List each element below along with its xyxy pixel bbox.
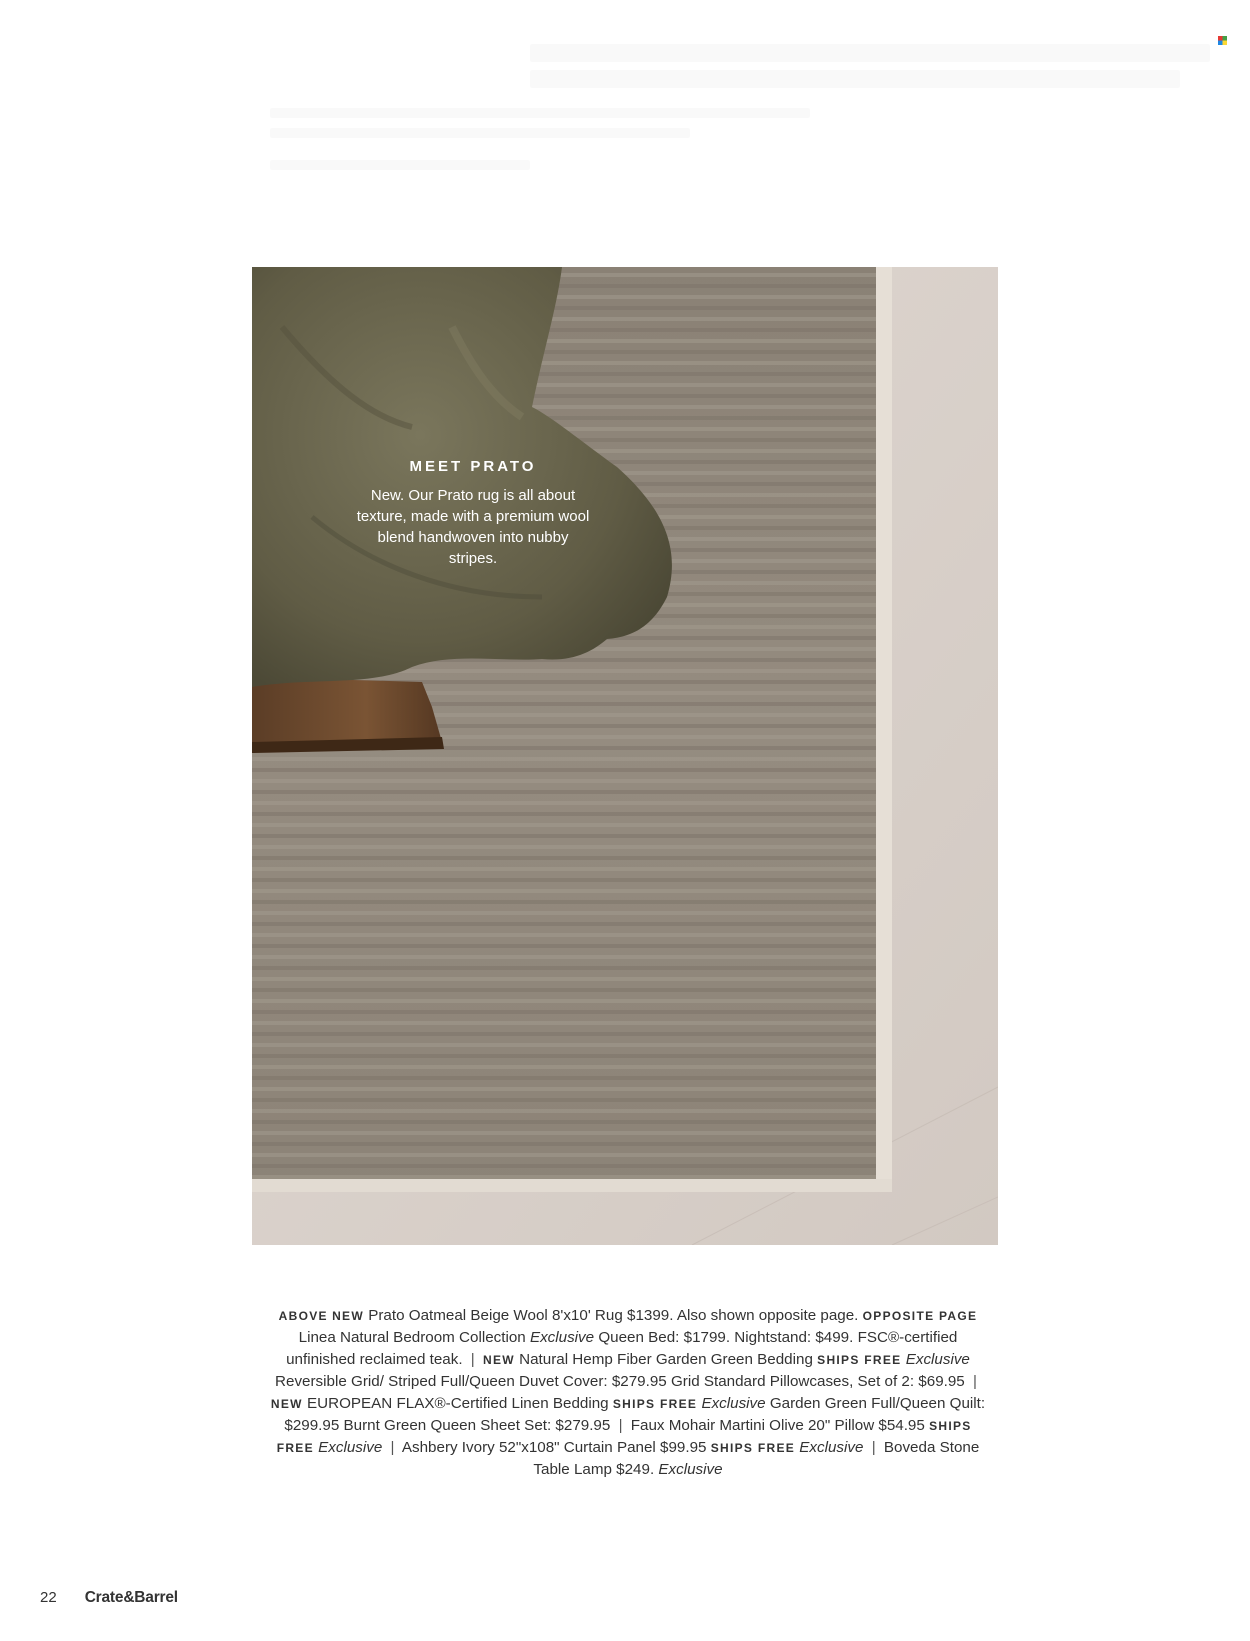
rug-weave-stripe <box>252 955 876 959</box>
rug-weave-stripe <box>252 1098 876 1102</box>
rug-weave-stripe <box>252 977 876 981</box>
flax-detail: Garden Green Full/Queen Quilt: $299.95 Burnt Green Queen Sheet Set: $279.95 <box>284 1395 986 1434</box>
opposite-label: OPPOSITE PAGE <box>862 1309 978 1323</box>
rug-weave-stripe <box>252 1120 876 1124</box>
separator: | <box>470 1351 475 1368</box>
rug-weave-stripe <box>252 1164 876 1168</box>
rug-weave-stripe <box>252 1109 876 1113</box>
rug-weave-stripe <box>252 922 876 926</box>
exclusive-tag: Exclusive <box>529 1329 595 1346</box>
rug-weave-stripe <box>252 768 876 772</box>
rug-weave-stripe <box>252 988 876 992</box>
rug-weave-stripe <box>252 1175 876 1179</box>
new-label: NEW <box>270 1397 303 1411</box>
rug-weave-stripe <box>252 889 876 893</box>
rug-weave-stripe <box>252 845 876 849</box>
new-label: NEW <box>332 1309 364 1323</box>
bleed-through-line <box>270 128 690 138</box>
lamp-text: Boveda Stone Table Lamp $249. <box>533 1439 980 1478</box>
rug-weave-stripe <box>252 966 876 970</box>
feature-body: New. Our Prato rug is all about texture, made with a premium wool blend handwoven into nubby stripes. <box>356 487 590 567</box>
bleed-through-line <box>530 44 1210 62</box>
bed-text: Queen Bed: $1799. Nightstand: $499. FSC®-certified unfinished reclaimed teak. <box>286 1329 958 1368</box>
rug-weave-stripe <box>252 900 876 904</box>
page-footer <box>40 1589 178 1607</box>
above-text: Prato Oatmeal Beige Wool 8'x10' Rug $1399. Also shown opposite page. <box>368 1307 859 1324</box>
feature-callout <box>352 458 594 569</box>
separator: | <box>390 1439 395 1456</box>
rug-weave-stripe <box>252 1032 876 1036</box>
page-number: 22 <box>40 1589 57 1606</box>
bed-frame <box>252 677 442 747</box>
rug-weave-stripe <box>252 1065 876 1069</box>
rug-weave-stripe <box>252 790 876 794</box>
rug-weave-stripe <box>252 1043 876 1047</box>
exclusive-tag: Exclusive <box>318 1439 383 1456</box>
rug-weave-stripe <box>252 1021 876 1025</box>
rug-weave-stripe <box>252 1076 876 1080</box>
rug-weave-stripe <box>252 757 876 761</box>
ships-free-label: SHIPS FREE <box>710 1441 796 1455</box>
exclusive-tag: Exclusive <box>701 1395 766 1412</box>
separator: | <box>871 1439 876 1456</box>
exclusive-tag: Exclusive <box>658 1461 723 1478</box>
exclusive-tag: Exclusive <box>799 1439 864 1456</box>
new-label: NEW <box>482 1353 515 1367</box>
rug-weave-stripe <box>252 944 876 948</box>
opposite-text: Linea Natural Bedroom Collection <box>298 1329 526 1346</box>
rug-weave-stripe <box>252 1054 876 1058</box>
rug-weave-stripe <box>252 867 876 871</box>
rug-weave-stripe <box>252 856 876 860</box>
above-label: ABOVE <box>278 1309 328 1323</box>
rug-photo <box>252 267 998 1245</box>
bleed-through-line <box>530 70 1180 88</box>
pillow-text: Faux Mohair Martini Olive 20" Pillow $54.95 <box>630 1417 925 1434</box>
ships-free-label: SHIPS FREE <box>817 1353 902 1367</box>
rug-weave-stripe <box>252 834 876 838</box>
rug-weave-stripe <box>252 933 876 937</box>
bleed-through-line <box>270 160 530 170</box>
rug-weave-stripe <box>252 1153 876 1157</box>
product-caption <box>268 1305 988 1481</box>
rug-weave-stripe <box>252 812 876 816</box>
rug-weave-stripe <box>252 878 876 882</box>
rug-weave-stripe <box>252 779 876 783</box>
rug-weave-stripe <box>252 1010 876 1014</box>
rug-weave-stripe <box>252 1087 876 1091</box>
rug-weave-stripe <box>252 1131 876 1135</box>
exclusive-tag: Exclusive <box>905 1351 970 1368</box>
separator: | <box>973 1373 977 1390</box>
rug-weave-stripe <box>252 1142 876 1146</box>
separator: | <box>618 1417 623 1434</box>
flax-text: EUROPEAN FLAX®-Certified Linen Bedding <box>307 1395 609 1412</box>
rug-weave-stripe <box>252 999 876 1003</box>
rug-edge <box>876 267 892 1192</box>
bleed-through-line <box>270 108 810 118</box>
rug-weave-stripe <box>252 823 876 827</box>
color-registration-icon <box>1218 32 1227 41</box>
feature-title: MEET PRATO <box>409 458 537 475</box>
ships-free-label: SHIPS FREE <box>612 1397 698 1411</box>
curtain-text: Ashbery Ivory 52"x108" Curtain Panel $99.95 <box>401 1439 707 1456</box>
brand-logo: Crate&Barrel <box>84 1589 178 1606</box>
hemp-detail: Reversible Grid/ Striped Full/Queen Duvet Cover: $279.95 Grid Standard Pillowcases, Set of 2: $69.95 <box>275 1373 965 1390</box>
hemp-text: Natural Hemp Fiber Garden Green Bedding <box>519 1351 813 1368</box>
rug-weave-stripe <box>252 801 876 805</box>
rug-weave-stripe <box>252 911 876 915</box>
ships-free-label: SHIPS FREE <box>276 1419 972 1455</box>
